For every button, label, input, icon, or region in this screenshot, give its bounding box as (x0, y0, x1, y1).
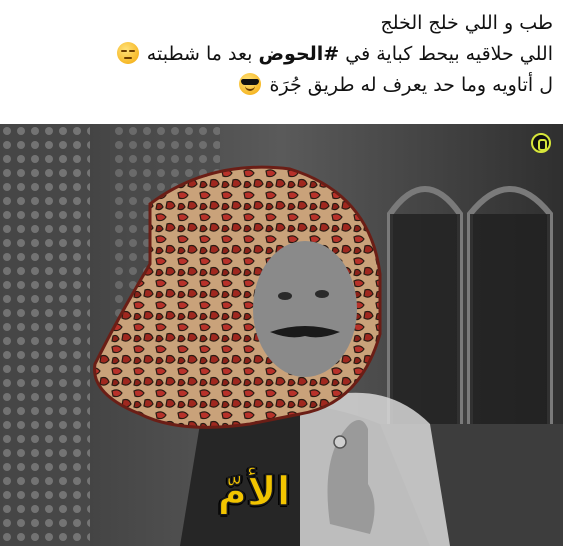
caption-line-3-text: ل أتاويه وما حد يعرف له طريق جُرَة (269, 74, 553, 96)
caption-line-1 (12, 8, 553, 39)
caption-line-1-text: طب و اللي خلج الخلج (380, 12, 553, 34)
caption-line-3 (12, 70, 553, 101)
sunglasses-face-icon (239, 73, 261, 95)
caption-line-2-end: بعد ما شطبته (146, 43, 253, 65)
man-face (253, 241, 357, 377)
channel-logo-icon (531, 133, 551, 153)
post-caption (0, 0, 563, 122)
caption-line-2-start: اللي حلاقيه بيحط كباية في (345, 43, 553, 65)
caption-line-2 (12, 39, 553, 70)
lattice-screen-left (0, 124, 90, 546)
unamused-face-icon (117, 42, 139, 64)
meme-overlay-text: الأمّ (217, 469, 291, 515)
hashtag-link[interactable]: #الحوض (258, 43, 340, 65)
